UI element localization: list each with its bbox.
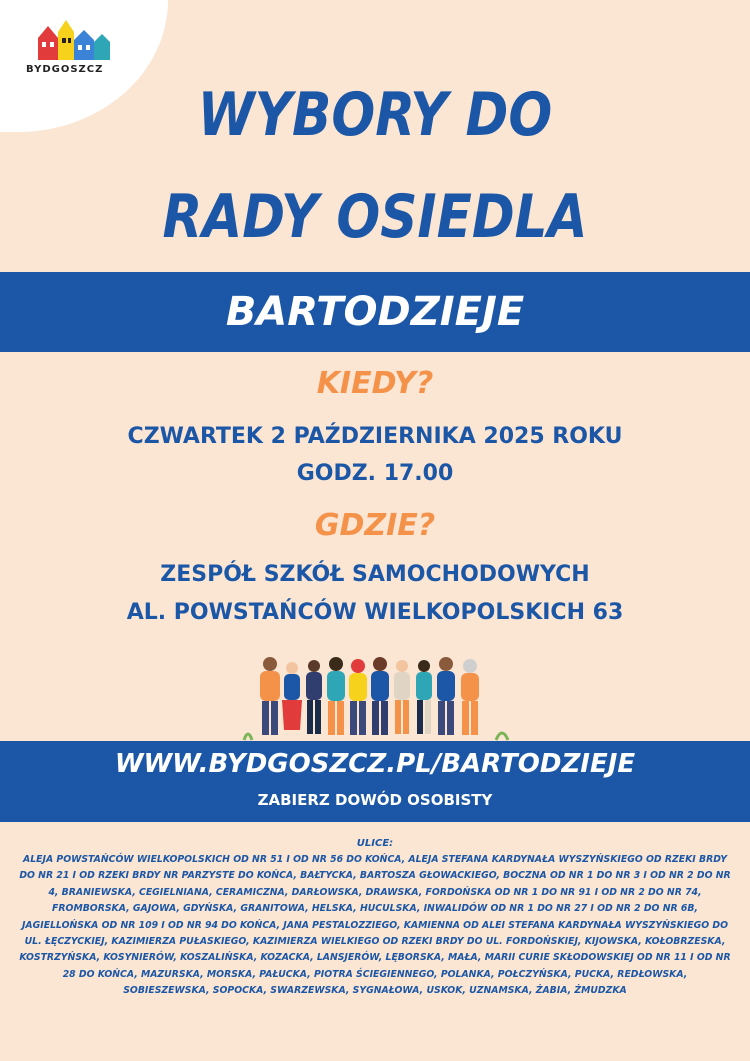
city-logo-icon bbox=[36, 20, 116, 64]
when-label: KIEDY? bbox=[316, 366, 434, 401]
streets-list: ALEJA POWSTAŃCÓW WIELKOPOLSKICH OD NR 51 I OD NR 56 DO KOŃCA, ALEJA STEFANA KARDYNAŁA WYSZYŃSKIEGO OD RZEKI BRDY DO NR 21 I OD RZEKI BRDY NR PARZYSTE DO KOŃCA, BAŁTYCKA, BARTOSZA GŁOWACKIEGO, BOCZNA OD NR 1 DO NR 3 I OD NR 2 DO NR 4, BRANIEWSKA, CEGIELNIANA, CERAMICZNA, DARŁOWSKA, DRAWSKA, FORDOŃSKA OD NR 1 DO NR 91 I OD NR 2 DO NR 74, FROMBORSKA, GAJOWA, GDYŃSKA, GRANITOWA, HELSKA, HUCULSKA, INWALIDÓW OD NR 1 DO NR 27 I OD NR 2 DO NR 6B, JAGIELLOŃSKA OD NR 109 I OD NR 94 DO KOŃCA, JANA PESTALOZZIEGO, KAMIENNA OD ALEI STEFANA KARDYNAŁA WYSZYŃSKIEGO DO UL. ŁĘCZYCKIEJ, KAZIMIERZA PUŁASKIEGO, KAZIMIERZA WIELKIEGO OD RZEKI BRDY DO UL. FORDOŃSKIEJ, KIJOWSKA, KOŁOBRZESKA, KOSTRZYŃSKA, KOSYNIERÓW, KOSZALIŃSKA, KOZACKA, LANSJERÓW, LĘBORSKA, MAŁA, MARII CURIE SKŁODOWSKIEJ OD NR 11 I OD NR 28 DO KOŃCA, MAZURSKA, MORSKA, PAŁUCKA, PIOTRA ŚCIEGIENNEGO, POLANKA, POŁCZYŃSKA, PUCKA, REDŁOWSKA, SOBIESZEWSKA, SOPOCKA, SWARZEWSKA, SYGNAŁOWA, USKOK, UZNAMSKA, ŻABIA, ŻMUDZKA bbox=[19, 854, 731, 997]
people-illustration bbox=[240, 654, 520, 744]
footer-band bbox=[0, 741, 750, 822]
streets-label: ULICE: bbox=[356, 838, 394, 849]
event-time: GODZ. 17.00 bbox=[296, 461, 454, 486]
title-line-1: WYBORY DO bbox=[197, 80, 553, 150]
title-line-2: RADY OSIEDLA bbox=[162, 182, 588, 252]
where-label: GDZIE? bbox=[314, 508, 436, 543]
venue-address: AL. POWSTAŃCÓW WIELKOPOLSKICH 63 bbox=[126, 600, 624, 625]
website-link[interactable]: WWW.BYDGOSZCZ.PL/BARTODZIEJE bbox=[114, 749, 636, 779]
district-band bbox=[0, 272, 750, 352]
district-name: BARTODZIEJE bbox=[225, 289, 525, 335]
venue-name: ZESPÓŁ SZKÓŁ SAMOCHODOWYCH bbox=[160, 562, 590, 587]
id-reminder: ZABIERZ DOWÓD OSOBISTY bbox=[257, 791, 493, 809]
city-logo-text: BYDGOSZCZ bbox=[26, 64, 104, 75]
event-date: CZWARTEK 2 PAŹDZIERNIKA 2025 ROKU bbox=[127, 424, 623, 449]
